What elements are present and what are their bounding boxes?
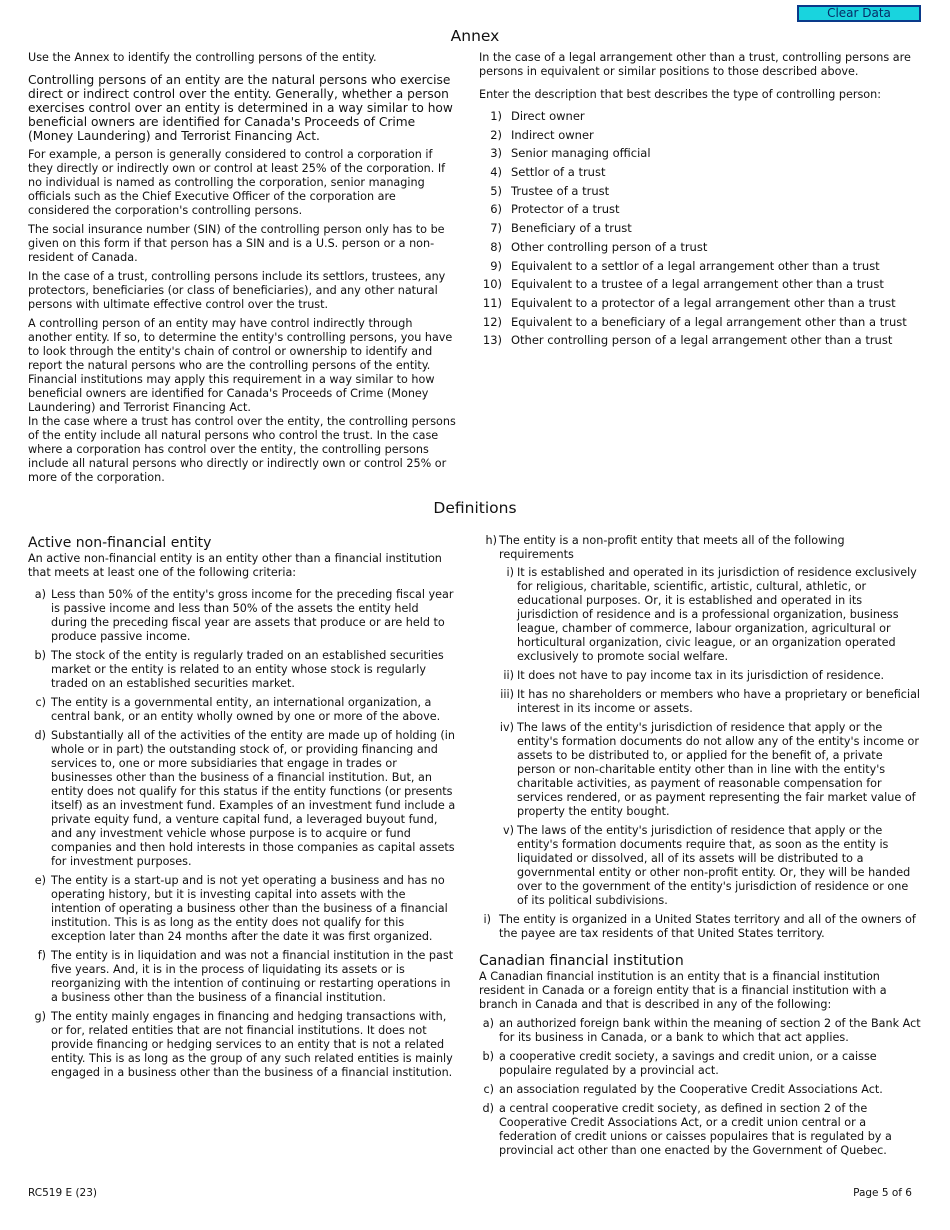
list-item: 6) Protector of a trust xyxy=(490,202,620,217)
definitions-left-column xyxy=(28,534,458,1085)
annex-paragraph: Enter the description that best describes the type of controlling person: xyxy=(479,88,881,101)
list-item: iii) It has no shareholders or members who have a proprietary or beneficial interest in its income or assets. xyxy=(500,688,921,715)
annex-paragraph: A controlling person of an entity may have control indirectly through another entity. If so, to determine the entity's controlling persons, you have to look through the entity's chain of control or ownership to identify and report the natural persons who are the controlling persons of the entity. Financial institutions may apply this requirement in a way similar to how beneficial owners are identified for Canada's Proceeds of Crime (Money Laundering) and Terrorist Financing Act. xyxy=(28,317,453,414)
list-item: 10) Equivalent to a trustee of a legal arrangement other than a trust xyxy=(482,277,884,292)
list-item: iv) The laws of the entity's jurisdiction of residence that apply or the entity's formation documents do not allow any of the entity's income or assets to be distributed to, or applied for the benefit of, a private person or non-charitable entity other than in line with the entity's charitable activities, as payment of reasonable compensation for services rendered, or as payment representing the fair market value of property the entity bought. xyxy=(499,721,919,818)
annex-right-column xyxy=(479,51,919,352)
list-item: 4) Settlor of a trust xyxy=(490,165,606,180)
annex-paragraph: In the case of a trust, controlling persons include its settlors, trustees, any protectors, beneficiaries (or class of beneficiaries), and any other natural persons with ultimate effective control over the trust. xyxy=(28,270,446,311)
canadian-fi-heading: Canadian financial institution xyxy=(479,953,684,969)
list-item: c) The entity is a governmental entity, an international organization, a central bank, or an entity wholly owned by one or more of the above. xyxy=(35,696,441,723)
list-item: b) a cooperative credit society, a savings and credit union, or a caisse populaire regulated by a provincial act. xyxy=(482,1050,877,1077)
list-item: 1) Direct owner xyxy=(490,109,585,123)
annex-title: Annex xyxy=(450,27,500,45)
annex-paragraph: Controlling persons of an entity are the natural persons who exercise direct or indirect control over the entity. Generally, whether a person exercises control over an entity is determined in a way similar to how beneficial owners are identified for Canada's Proceeds of Crime (Money Laundering) and Terrorist Financing Act. xyxy=(28,73,453,143)
active-nfe-criteria-continued xyxy=(479,534,921,941)
list-item: 11) Equivalent to a protector of a legal arrangement other than a trust xyxy=(482,295,896,310)
annex-paragraph: Use the Annex to identify the controlling persons of the entity. xyxy=(28,51,377,64)
clear-data-button[interactable]: Clear Data xyxy=(797,5,921,22)
list-item: 9) Equivalent to a settlor of a legal arrangement other than a trust xyxy=(490,258,880,273)
list-item: i) It is established and operated in its jurisdiction of residence exclusively for religious, charitable, scientific, artistic, cultural, athletic, or educational purposes. Or, it is established and operated in its jurisdiction of residence and is a professional organization, business league, chamber of commerce, labour organization, agricultural or horticultural organization, civic league, or an organization operated exclusively to promote social welfare. xyxy=(506,566,917,663)
list-item: 2) Indirect owner xyxy=(490,127,594,142)
list-item: 3) Senior managing official xyxy=(490,146,651,161)
list-item: b) The stock of the entity is regularly traded on an established securities market or the entity is related to an entity whose stock is regularly traded on an established securities market. xyxy=(34,649,444,690)
definitions-title: Definitions xyxy=(433,499,517,517)
list-item: 12) Equivalent to a beneficiary of a legal arrangement other than a trust xyxy=(482,314,907,329)
list-item: e) The entity is a start-up and is not yet operating a business and has no operating history, but it is investing capital into assets with the intention of operating a business other than the business of a financial institution. This is as long as the entity does not qualify for this exception later than 24 months after the date it was first organized. xyxy=(34,874,448,943)
non-profit-requirements xyxy=(479,566,921,908)
annex-paragraph: For example, a person is generally considered to control a corporation if they directly or indirectly own or control at least 25% of the corporation. If no individual is named as controlling the corporation, senior managing officials such as the Chief Executive Officer of the corporation are considered the corporation's controlling persons. xyxy=(28,148,446,217)
active-nfe-criteria xyxy=(28,588,458,1080)
list-item: d) Substantially all of the activities of the entity are made up of holding (in whole or in part) the outstanding stock of, or providing financing and services to, one or more subsidiaries that engage in trades or businesses other than the business of a financial institution. But, an entity does not qualify for this status if the entity functions (or presents itself) as an investment fund. Examples of an investment fund include a private equity fund, a venture capital fund, a leveraged buyout fund, and any investment vehicle whose purpose is to acquire or fund companies and then hold interests in those companies as capital assets for investment purposes. xyxy=(34,729,456,868)
list-item: 5) Trustee of a trust xyxy=(490,183,610,198)
definitions-right-column xyxy=(479,534,921,1163)
canadian-fi-intro: A Canadian financial institution is an entity that is a financial institution resident in Canada or a foreign entity that is a financial institution with a branch in Canada and that is described in any of the following: xyxy=(479,970,887,1011)
page-number: Page 5 of 6 xyxy=(853,1187,912,1199)
canadian-fi-list xyxy=(479,1017,921,1158)
annex-paragraph: In the case where a trust has control over the entity, the controlling persons of the entity include all natural persons who control the trust. In the case where a corporation has control over the entity, the controlling persons include all natural persons who directly or indirectly own or control 25% or more of the corporation. xyxy=(28,415,456,484)
annex-paragraph: In the case of a legal arrangement other than a trust, controlling persons are persons in equivalent or similar positions to those described above. xyxy=(479,51,911,78)
list-item: g) The entity mainly engages in financing and hedging transactions with, or for, related entities that are not financial institutions. It does not provide financing or hedging services to an entity that is not a related entity. This is as long as the group of any such related entities is mainly engaged in a business other than the business of a financial institution. xyxy=(34,1010,453,1079)
list-item: f) The entity is in liquidation and was not a financial institution in the past five years. And, it is in the process of liquidating its assets or is reorganizing with the intention of continuing or restarting operations in a business other than the business of a financial institution. xyxy=(37,949,454,1004)
active-nfe-heading: Active non-financial entity xyxy=(28,535,212,551)
list-item: 13) Other controlling person of a legal arrangement other than a trust xyxy=(482,333,893,348)
list-item: d) a central cooperative credit society, as defined in section 2 of the Cooperative Credit Associations Act, or a credit union central or a federation of credit unions or caisses populaires that is regulated by a provincial act other than one enacted by the Government of Quebec. xyxy=(482,1102,892,1157)
list-item: ii) It does not have to pay income tax in its jurisdiction of residence. xyxy=(503,669,885,682)
controlling-person-types xyxy=(479,109,919,352)
list-item: a) an authorized foreign bank within the meaning of section 2 of the Bank Act for its business in Canada, or a bank to which that act applies. xyxy=(482,1017,921,1044)
active-nfe-intro: An active non-financial entity is an entity other than a financial institution that meets at least one of the following criteria: xyxy=(28,552,442,579)
form-identifier: RC519 E (23) xyxy=(28,1187,98,1199)
list-item: h) The entity is a non-profit entity that meets all of the following requirements i) It is established and operated in its jurisdiction of residence exclusively for religious, charitable, scientific, artistic, cultural, athletic, or educational purposes. Or, it is established and operated in its jurisdiction of residence and is a professional organization, business league, chamber of commerce, labour organization, agricultural or horticultural organization, civic league, or an organization operated exclusively to promote social welfare. ii) It does not have to pay income tax in its jurisdiction of residence. iii) It has no shareholders or members who have a proprietary or beneficial interest in its income or assets. iv) The laws of the entity's jurisdiction of residence that apply or the entity's formation documents do not allow any of the entity's income or assets to be distributed to, or applied for the benefit of, a private person or non-charitable entity other than in line with the entity's charitable activities, as payment of reasonable compensation for services rendered, or as payment representing the fair market value of property the entity bought. v) The laws of the entity's jurisdiction of residence that apply or the entity's formation documents require that, as soon as the entity is liquidated or dissolved, all of its assets will be distributed to a governmental entity or other non-profit entity. Or, they will be handed over to the government of the entity's jurisdiction of residence or one of its political subdivisions. xyxy=(479,534,921,908)
annex-paragraph: The social insurance number (SIN) of the controlling person only has to be given on this form if that person has a SIN and is a U.S. person or a non-resident of Canada. xyxy=(28,223,445,264)
list-item: v) The laws of the entity's jurisdiction of residence that apply or the entity's formation documents require that, as soon as the entity is liquidated or dissolved, all of its assets will be distributed to a governmental entity or other non-profit entity. Or, they will be handed over to the government of the entity's jurisdiction of residence or one of its political subdivisions. xyxy=(503,824,911,907)
list-item: 7) Beneficiary of a trust xyxy=(490,221,632,236)
list-item: 8) Other controlling person of a trust xyxy=(490,239,708,254)
list-item: a) Less than 50% of the entity's gross income for the preceding fiscal year is passive income and less than 50% of the assets the entity held during the preceding fiscal year are assets that produce or are held to produce passive income. xyxy=(34,588,454,643)
annex-left-column xyxy=(28,51,458,490)
list-item: i) The entity is organized in a United States territory and all of the owners of the payee are tax residents of that United States territory. xyxy=(483,913,916,940)
list-item: c) an association regulated by the Cooperative Credit Associations Act. xyxy=(483,1083,883,1096)
